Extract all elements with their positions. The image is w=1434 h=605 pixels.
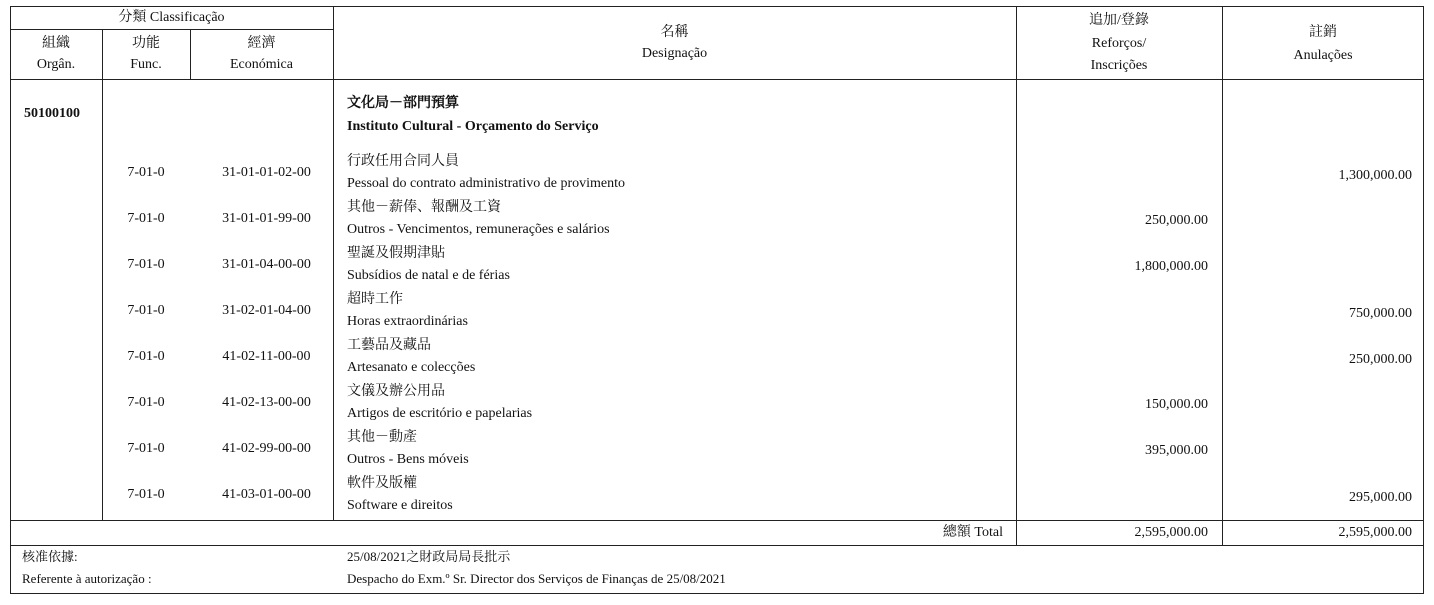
row-name-zh: 其他－薪俸、報酬及工資 bbox=[347, 200, 501, 215]
row-name-zh: 其他－動產 bbox=[347, 430, 417, 445]
header-subdivider bbox=[10, 29, 333, 30]
organ-code: 50100100 bbox=[24, 106, 80, 121]
classificacao-header: 分類 Classificação bbox=[118, 10, 225, 25]
row-name-pt: Horas extraordinárias bbox=[347, 314, 468, 329]
row-name-zh: 聖誕及假期津貼 bbox=[347, 246, 445, 261]
anulacoes-header-zh: 註銷 bbox=[1309, 25, 1337, 40]
designacao-header-pt: Designação bbox=[641, 46, 708, 61]
row-anulacoes: 295,000.00 bbox=[1349, 490, 1412, 505]
row-func: 7-01-0 bbox=[127, 349, 165, 364]
row-econ: 41-02-13-00-00 bbox=[222, 395, 311, 410]
row-econ: 41-02-11-00-00 bbox=[222, 349, 311, 364]
func-header-pt: Func. bbox=[130, 57, 162, 72]
row-anulacoes: 750,000.00 bbox=[1349, 306, 1412, 321]
col-divider-econ bbox=[333, 6, 334, 520]
row-econ: 31-01-01-02-00 bbox=[222, 165, 311, 180]
col-divider-reforcos bbox=[1222, 6, 1223, 546]
row-func: 7-01-0 bbox=[127, 487, 165, 502]
row-econ: 31-02-01-04-00 bbox=[222, 303, 311, 318]
organ-name-zh: 文化局－部門預算 bbox=[347, 96, 459, 111]
row-func: 7-01-0 bbox=[127, 303, 165, 318]
econ-header-pt: Económica bbox=[230, 57, 293, 72]
total-reforcos: 2,595,000.00 bbox=[1134, 525, 1208, 540]
row-reforcos: 395,000.00 bbox=[1145, 443, 1208, 458]
reforcos-header-pt2: Inscrições bbox=[1090, 58, 1148, 73]
footer-value-zh: 25/08/2021之財政局局長批示 bbox=[347, 549, 511, 564]
footer-value-pt: Despacho do Exm.º Sr. Director dos Serviços de Finanças de 25/08/2021 bbox=[347, 571, 726, 586]
header-bottom-line bbox=[10, 79, 1424, 80]
organ-header-zh: 組織 bbox=[42, 36, 70, 51]
row-name-pt: Artesanato e colecções bbox=[347, 360, 476, 375]
econ-header-zh: 經濟 bbox=[247, 36, 276, 51]
row-name-pt: Subsídios de natal e de férias bbox=[347, 268, 510, 283]
row-econ: 31-01-01-99-00 bbox=[222, 211, 311, 226]
row-func: 7-01-0 bbox=[127, 395, 165, 410]
total-label: 總額 Total bbox=[942, 525, 1003, 540]
footer-label-zh: 核准依據: bbox=[22, 549, 78, 564]
col-divider-desig bbox=[1016, 6, 1017, 546]
row-name-pt: Outros - Vencimentos, remunerações e salários bbox=[347, 222, 610, 237]
main-table-frame bbox=[10, 6, 1424, 546]
row-econ: 41-02-99-00-00 bbox=[222, 441, 311, 456]
row-name-pt: Pessoal do contrato administrativo de provimento bbox=[347, 176, 626, 191]
row-name-zh: 行政任用合同人員 bbox=[347, 154, 459, 169]
row-name-zh: 超時工作 bbox=[347, 292, 403, 307]
anulacoes-header-pt: Anulações bbox=[1293, 48, 1353, 63]
func-header-zh: 功能 bbox=[132, 36, 160, 51]
row-func: 7-01-0 bbox=[127, 165, 165, 180]
row-reforcos: 250,000.00 bbox=[1145, 213, 1208, 228]
organ-header-pt: Orgân. bbox=[36, 57, 76, 72]
reforcos-header-pt1: Reforços/ bbox=[1091, 36, 1147, 51]
row-func: 7-01-0 bbox=[127, 257, 165, 272]
row-name-pt: Software e direitos bbox=[347, 498, 453, 513]
row-name-pt: Artigos de escritório e papelarias bbox=[347, 406, 533, 421]
designacao-header-zh: 名稱 bbox=[660, 25, 689, 40]
footer-label-pt: Referente à autorização : bbox=[22, 571, 152, 586]
row-name-zh: 軟件及版權 bbox=[347, 476, 417, 491]
total-anulacoes: 2,595,000.00 bbox=[1338, 525, 1412, 540]
row-reforcos: 150,000.00 bbox=[1145, 397, 1208, 412]
row-econ: 41-03-01-00-00 bbox=[222, 487, 311, 502]
row-anulacoes: 250,000.00 bbox=[1349, 352, 1412, 367]
row-func: 7-01-0 bbox=[127, 211, 165, 226]
row-name-zh: 工藝品及藏品 bbox=[347, 338, 431, 353]
row-econ: 31-01-04-00-00 bbox=[222, 257, 311, 272]
reforcos-header-zh: 追加/登錄 bbox=[1089, 13, 1149, 28]
row-reforcos: 1,800,000.00 bbox=[1134, 259, 1208, 274]
row-name-pt: Outros - Bens móveis bbox=[347, 452, 469, 467]
total-line bbox=[10, 520, 1424, 521]
organ-name-pt: Instituto Cultural - Orçamento do Serviço bbox=[347, 119, 599, 134]
row-anulacoes: 1,300,000.00 bbox=[1338, 168, 1412, 183]
row-name-zh: 文儀及辦公用品 bbox=[347, 384, 445, 399]
row-func: 7-01-0 bbox=[127, 441, 165, 456]
